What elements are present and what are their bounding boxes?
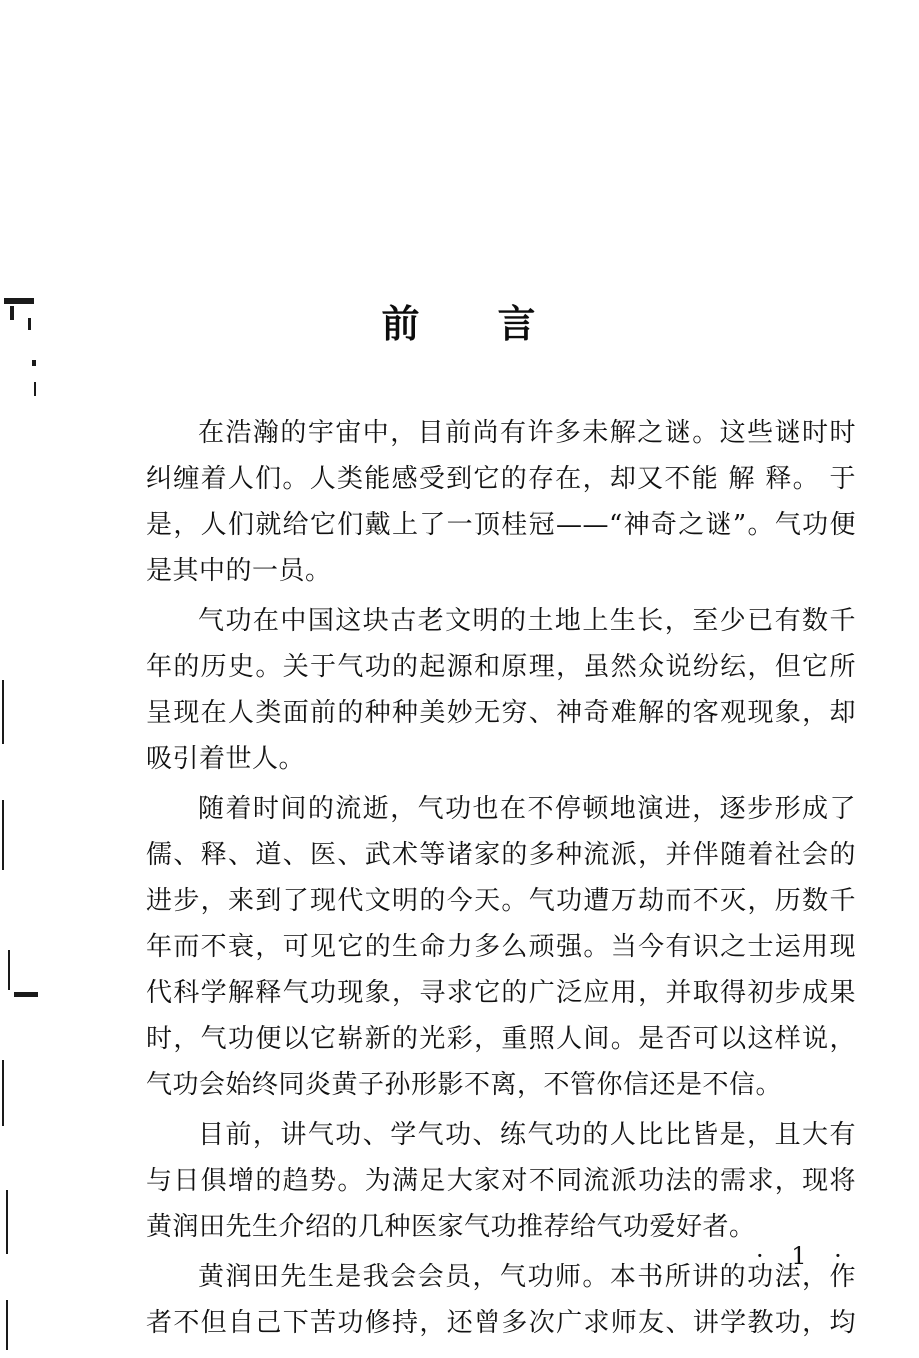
text-line: 黄润田先生是我会会员，气功师。本书所讲的功法，作 bbox=[198, 1262, 856, 1292]
paragraph bbox=[146, 598, 856, 782]
scan-artifact bbox=[8, 950, 10, 990]
text-line: 年而不衰，可见它的生命力多么顽强。当今有识之士运用现 bbox=[146, 932, 856, 962]
text-line: 代科学解释气功现象，寻求它的广泛应用，并取得初步成果 bbox=[146, 978, 856, 1008]
text-line: 纠缠着人们。人类能感受到它的存在，却又不能 解 释。 于 bbox=[146, 464, 856, 494]
scan-artifact bbox=[2, 680, 4, 744]
text-line: 儒、释、道、医、武术等诸家的多种流派，并伴随着社会的 bbox=[146, 840, 856, 870]
paragraph bbox=[146, 410, 856, 594]
text-line: 气功会始终同炎黄子孙形影不离，不管你信还是不信。 bbox=[146, 1070, 783, 1100]
text-line: 进步，来到了现代文明的今天。气功遭万劫而不灭，历数千 bbox=[146, 886, 856, 916]
text-line: 是，人们就给它们戴上了一顶桂冠——“神奇之谜”。气功便 bbox=[146, 510, 856, 540]
scan-artifact bbox=[2, 1060, 4, 1126]
text-line: 气功在中国这块古老文明的土地上生长，至少已有数千 bbox=[198, 606, 856, 636]
title-char-1: 前 bbox=[381, 301, 422, 347]
text-line: 吸引着世人。 bbox=[146, 744, 306, 774]
text-line: 者不但自己下苦功修持，还曾多次广求师友、讲学教功，均 bbox=[146, 1308, 856, 1338]
preface-body bbox=[146, 410, 856, 1350]
page-number: · 1 · bbox=[756, 1242, 852, 1270]
text-line: 黄润田先生介绍的几种医家气功推荐给气功爱好者。 bbox=[146, 1212, 756, 1242]
text-line: 是其中的一员。 bbox=[146, 556, 332, 586]
scan-artifact bbox=[6, 1190, 8, 1254]
text-line: 时，气功便以它崭新的光彩，重照人间。是否可以这样说， bbox=[146, 1024, 856, 1054]
title-char-2: 言 bbox=[497, 301, 538, 347]
page-title bbox=[0, 293, 919, 348]
paragraph bbox=[146, 1254, 856, 1346]
text-line: 年的历史。关于气功的起源和原理，虽然众说纷纭，但它所 bbox=[146, 652, 856, 682]
scan-artifact bbox=[34, 382, 36, 396]
text-line: 随着时间的流逝，气功也在不停顿地演进，逐步形成了 bbox=[198, 794, 856, 824]
text-line: 目前，讲气功、学气功、练气功的人比比皆是，且大有 bbox=[198, 1120, 856, 1150]
text-line: 在浩瀚的宇宙中，目前尚有许多未解之谜。这些谜时时 bbox=[198, 418, 856, 448]
paragraph bbox=[146, 786, 856, 1108]
text-line: 呈现在人类面前的种种美妙无穷、神奇难解的客观现象，却 bbox=[146, 698, 856, 728]
scan-artifact bbox=[2, 800, 4, 870]
text-line: 与日俱增的趋势。为满足大家对不同流派功法的需求，现将 bbox=[146, 1166, 856, 1196]
scan-artifact bbox=[14, 992, 38, 997]
paragraph bbox=[146, 1112, 856, 1250]
scan-artifact bbox=[32, 360, 36, 366]
scan-artifact bbox=[6, 1300, 8, 1350]
